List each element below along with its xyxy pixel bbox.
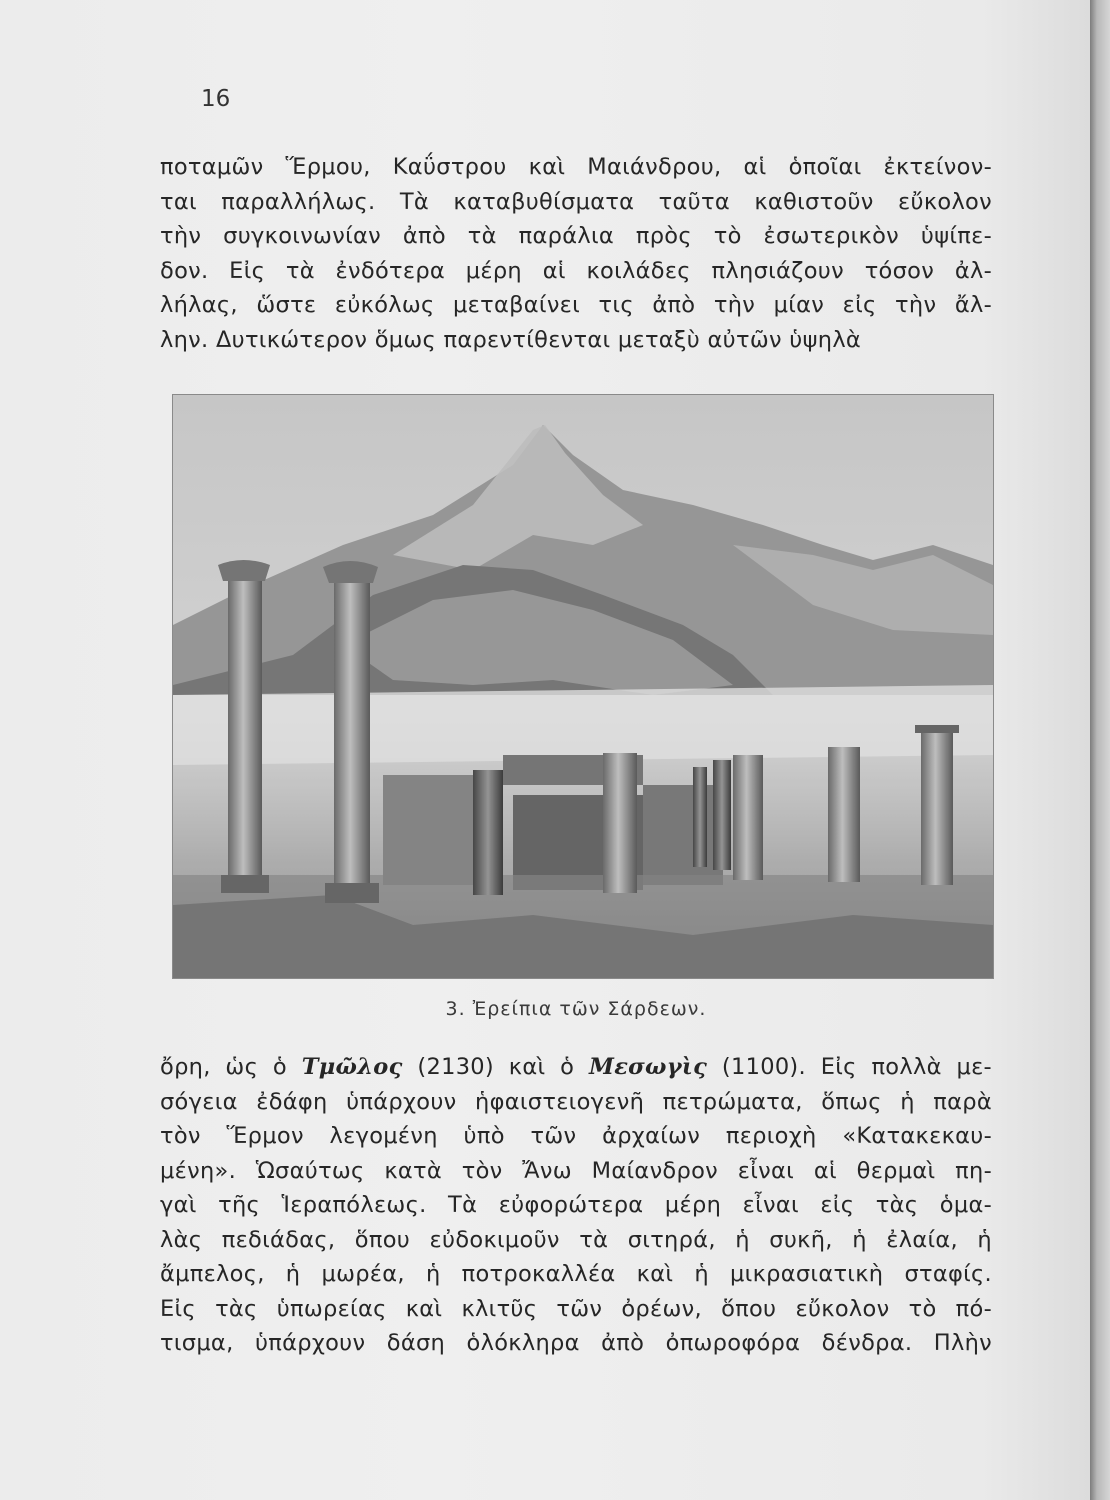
text-fragment: ὄρη, ὡς ὁ	[160, 1054, 302, 1080]
text-line: τισμα, ὑπάρχουν δάση ὁλόκληρα ἀπὸ ὀπωροφόρα δένδρα. Πλὴν	[160, 1330, 992, 1356]
text-line: δον. Εἰς τὰ ἐνδότερα μέρη αἱ κοιλάδες πλησιάζουν τόσον ἀλ-	[160, 257, 992, 284]
photo-illustration	[173, 395, 993, 978]
text-line: Εἰς τὰς ὑπωρείας καὶ κλιτῦς τῶν ὀρέων, ὅπου εὔκολον τὸ πό-	[160, 1295, 992, 1322]
text-line: λήλας, ὥστε εὐκόλως μεταβαίνει τις ἀπὸ τὴν μίαν εἰς τὴν ἄλ-	[160, 292, 992, 318]
text-line	[160, 1050, 992, 1085]
text-fragment: (2130) καὶ ὁ	[402, 1054, 589, 1080]
page-number: 16	[201, 86, 231, 112]
mountain-name-tmolos: Τμῶλος	[301, 1054, 403, 1080]
text-line: ται παραλλήλως. Τὰ καταβυθίσματα ταῦτα καθιστοῦν εὔκολον	[160, 188, 992, 215]
paragraph-top	[160, 150, 992, 357]
text-line: λὰς πεδιάδας, ὅπου εὐδοκιμοῦν τὰ σιτηρά, ἡ συκῆ, ἡ ἐλαία, ἡ	[160, 1226, 992, 1253]
text-line: ἄμπελος, ἡ μωρέα, ἡ ποτροκαλλέα καὶ ἡ μικρασιατικὴ σταφίς.	[160, 1261, 992, 1287]
text-line: τὴν συγκοινωνίαν ἀπὸ τὰ παράλια πρὸς τὸ ἐσωτερικὸν ὑψίπε-	[160, 223, 992, 249]
text-line: ποταμῶν Ἕρμου, Καΰστρου καὶ Μαιάνδρου, αἱ ὁποῖαι ἐκτείνον-	[160, 154, 992, 180]
text-line: τὸν Ἕρμον λεγομένη ὑπὸ τῶν ἀρχαίων περιοχὴ «Κατακεκαυ-	[160, 1123, 992, 1149]
mountain-name-mesogis: Μεσωγὶς	[588, 1054, 708, 1080]
figure-caption: 3. Ἐρείπια τῶν Σάρδεων.	[445, 998, 707, 1020]
text-line: γαὶ τῆς Ἱεραπόλεως. Τὰ εὐφορώτερα μέρη εἶναι εἰς τὰς ὁμα-	[160, 1192, 992, 1218]
photo-tint	[173, 395, 993, 978]
text-line: λην. Δυτικώτερον ὅμως παρεντίθενται μεταξὺ αὐτῶν ὑψηλὰ	[160, 326, 862, 353]
text-line: σόγεια ἐδάφη ὑπάρχουν ἡφαιστειογενῆ πετρώματα, ὅπως ἡ παρὰ	[160, 1088, 992, 1115]
text-line: μένη». Ὡσαύτως κατὰ τὸν Ἄνω Μαίανδρον εἶναι αἱ θερμαὶ πη-	[160, 1157, 992, 1184]
photo-ruins-of-sardis	[173, 395, 993, 978]
paragraph-bottom	[160, 1050, 992, 1361]
text-fragment: (1100). Εἰς πολλὰ με-	[707, 1054, 992, 1080]
book-spine-shadow	[1090, 0, 1110, 1500]
